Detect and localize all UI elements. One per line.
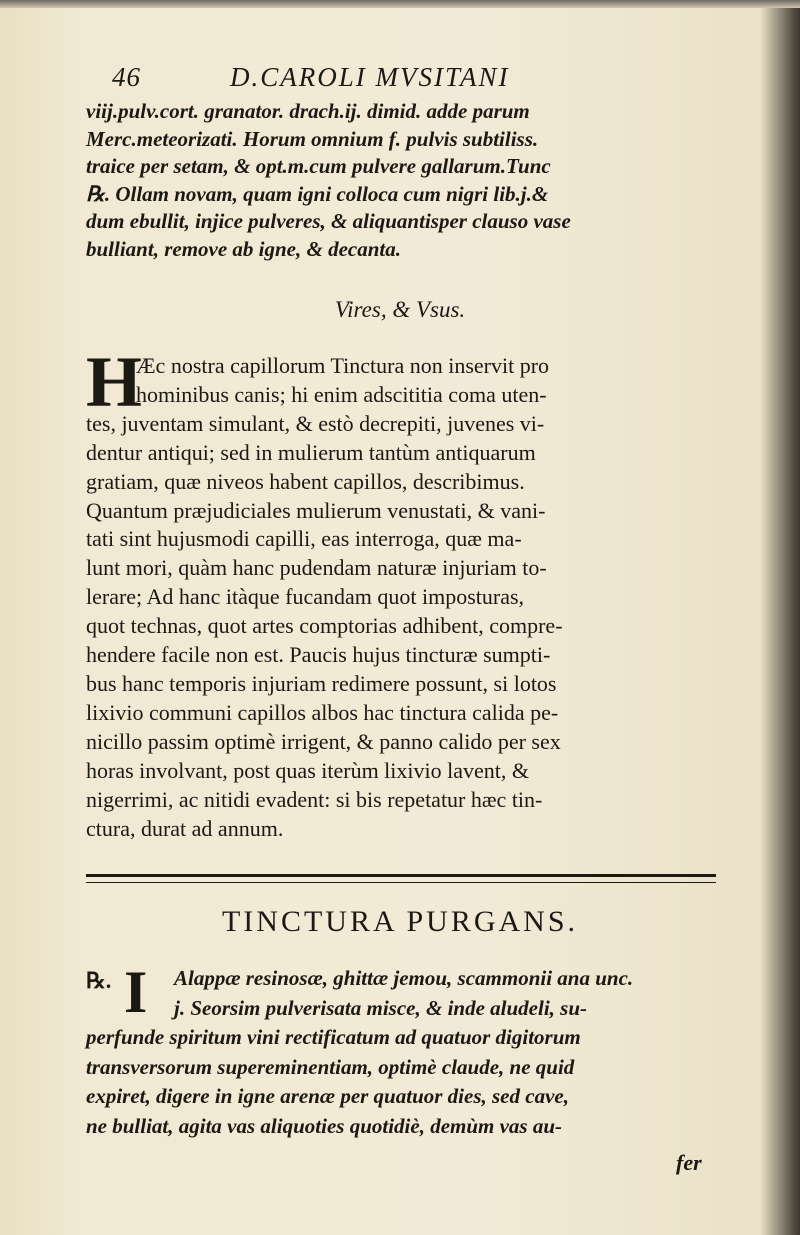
text-line: expiret, digere in igne arenæ per quatuor dies, sed cave, (86, 1084, 569, 1109)
text-line: ne bulliat, agita vas aliquoties quotidiè, demùm vas au- (86, 1113, 563, 1138)
section-title: TINCTURA PURGANS. (221, 905, 579, 938)
text-line: dentur antiqui; sed in mulierum tantùm antiquarum (86, 439, 536, 465)
drop-capital: I (124, 959, 148, 1025)
text-line: lerare; Ad hanc itàque fucandam quot imposturas, (86, 584, 525, 610)
subheading: Vires, & Vsus. (334, 297, 466, 322)
text-line: viij.pulv.cort. granator. drach.ij. dimid. adde parum (86, 99, 530, 123)
text-line: Æc nostra capillorum Tinctura non inservit pro (136, 353, 550, 378)
text-line: ℞. Ollam novam, quam igni colloca cum nigri lib.j.& (86, 181, 549, 206)
text-line: perfunde spiritum vini rectificatum ad quatuor digitorum (86, 1025, 581, 1050)
text-line: Merc.meteorizati. Horum omnium f. pulvis subtiliss. (86, 126, 539, 151)
recipe-continuation (86, 98, 736, 264)
section-separator-rule (86, 874, 716, 883)
text-line: gratiam, quæ niveos habent capillos, describimus. (86, 468, 525, 494)
text-line: lixivio communi capillos albos hac tinctura calida pe- (86, 699, 559, 725)
page-number: 46 (112, 62, 141, 92)
text-line: lunt mori, quàm hanc pudendam naturæ injuriam to- (86, 555, 547, 581)
text-line: hendere facile non est. Paucis hujus tincturæ sumpti- (86, 642, 551, 668)
text-line: tes, juventam simulant, & estò decrepiti, juvenes vi- (86, 410, 545, 436)
text-line: bus hanc temporis injuriam redimere possunt, si lotos (86, 670, 557, 696)
text-line: nigerrimi, ac nitidi evadent: si bis repetatur hæc tin- (86, 786, 543, 812)
recipe-text (86, 959, 736, 1142)
text-line: tati sint hujusmodi capilli, eas interroga, quæ ma- (86, 526, 522, 552)
page-header (112, 62, 732, 96)
text-line: hominibus canis; hi enim adscititia coma uten- (136, 381, 547, 407)
text-line: ctura, durat ad annum. (86, 815, 284, 841)
catchword: fer (676, 1150, 702, 1175)
running-title: D.CAROLI MVSITANI (230, 62, 510, 92)
text-line: nicillo passim optimè irrigent, & panno calido per sex (86, 728, 561, 754)
text-line: Alappæ resinosæ, ghittæ jemou, scammonii ana unc. (174, 966, 634, 990)
page-top-edge (0, 0, 800, 8)
text-line: Quantum præjudiciales mulierum venustati, & vani- (86, 497, 546, 523)
recipe-symbol: ℞. (86, 968, 112, 993)
body-paragraph (86, 342, 736, 843)
text-line: traice per setam, & opt.m.cum pulvere gallarum.Tunc (86, 154, 551, 179)
text-line: horas involvant, post quas iterùm lixivio lavent, & (86, 757, 529, 783)
text-line: dum ebullit, injice pulveres, & aliquantisper clauso vase (86, 209, 571, 234)
text-line: transversorum supereminentiam, optimè claude, ne quid (86, 1054, 575, 1079)
text-line: quot technas, quot artes comptorias adhibent, compre- (86, 613, 563, 639)
text-line: j. Seorsim pulverisata misce, & inde aludeli, su- (174, 995, 588, 1020)
drop-capital: H (86, 342, 143, 422)
text-line: bulliant, remove ab igne, & decanta. (86, 236, 401, 261)
